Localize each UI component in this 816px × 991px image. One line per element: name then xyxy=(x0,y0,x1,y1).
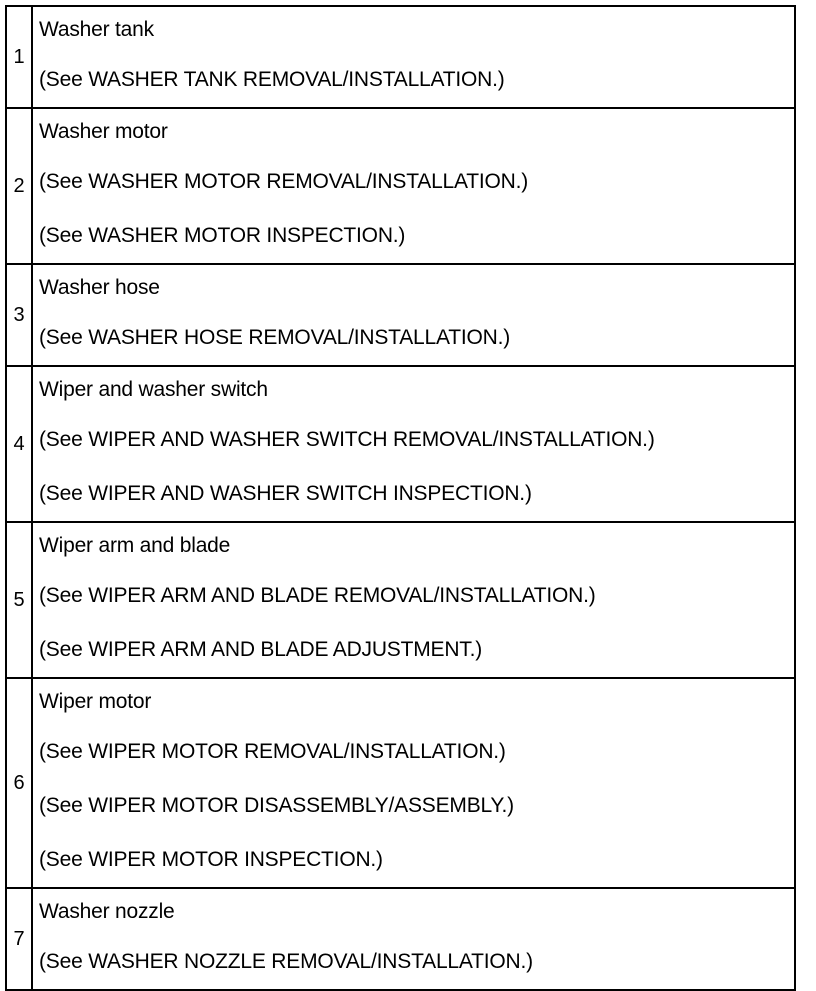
row-number: 7 xyxy=(6,888,32,990)
row-number: 1 xyxy=(6,6,32,108)
reference-link[interactable]: (See WIPER ARM AND BLADE REMOVAL/INSTALLATION.) xyxy=(39,584,596,607)
reference-link[interactable]: (See WIPER AND WASHER SWITCH INSPECTION.) xyxy=(39,482,532,505)
row-content xyxy=(32,678,795,888)
reference-link[interactable]: (See WIPER MOTOR INSPECTION.) xyxy=(39,848,383,871)
reference-link[interactable]: (See WIPER ARM AND BLADE ADJUSTMENT.) xyxy=(39,638,483,661)
component-name: Wiper and washer switch xyxy=(39,378,268,401)
reference-link[interactable]: (See WIPER AND WASHER SWITCH REMOVAL/INSTALLATION.) xyxy=(39,428,655,451)
component-name: Wiper arm and blade xyxy=(39,534,231,557)
component-name: Washer hose xyxy=(39,276,160,299)
reference-link[interactable]: (See WIPER MOTOR REMOVAL/INSTALLATION.) xyxy=(39,740,506,763)
component-name: Washer motor xyxy=(39,120,168,143)
row-content xyxy=(32,108,795,264)
row-number: 4 xyxy=(6,366,32,522)
table-row xyxy=(6,264,795,366)
table-row xyxy=(6,366,795,522)
table-row xyxy=(6,522,795,678)
row-content xyxy=(32,264,795,366)
row-content xyxy=(32,6,795,108)
table-row xyxy=(6,888,795,990)
row-content xyxy=(32,366,795,522)
component-table xyxy=(5,5,796,991)
row-content xyxy=(32,522,795,678)
row-number: 6 xyxy=(6,678,32,888)
row-number: 3 xyxy=(6,264,32,366)
component-name: Wiper motor xyxy=(39,690,152,713)
reference-link[interactable]: (See WASHER NOZZLE REMOVAL/INSTALLATION.) xyxy=(39,950,533,973)
table-row xyxy=(6,108,795,264)
reference-link[interactable]: (See WASHER HOSE REMOVAL/INSTALLATION.) xyxy=(39,326,511,349)
row-number: 5 xyxy=(6,522,32,678)
row-number: 2 xyxy=(6,108,32,264)
table-row xyxy=(6,678,795,888)
reference-link[interactable]: (See WASHER MOTOR REMOVAL/INSTALLATION.) xyxy=(39,170,529,193)
reference-link[interactable]: (See WIPER MOTOR DISASSEMBLY/ASSEMBLY.) xyxy=(39,794,514,817)
component-name: Washer tank xyxy=(39,18,154,41)
reference-link[interactable]: (See WASHER MOTOR INSPECTION.) xyxy=(39,224,406,247)
reference-link[interactable]: (See WASHER TANK REMOVAL/INSTALLATION.) xyxy=(39,68,505,91)
table-row xyxy=(6,6,795,108)
component-name: Washer nozzle xyxy=(39,900,175,923)
row-content xyxy=(32,888,795,990)
